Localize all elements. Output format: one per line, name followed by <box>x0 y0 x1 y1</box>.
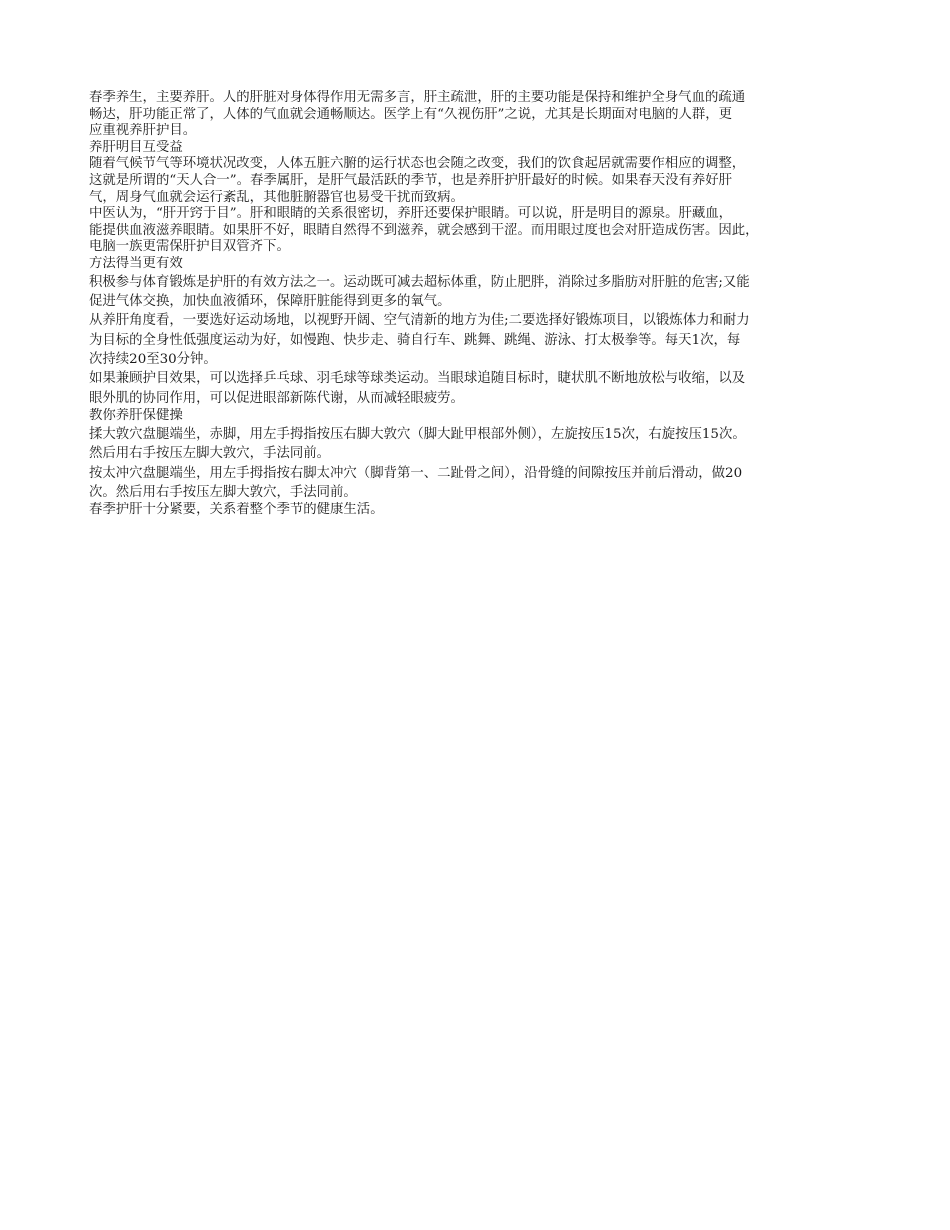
text-line: 春季养生，主要养肝。人的肝脏对身体得作用无需多言，肝主疏泄，肝的主要功能是保持和维护全身气血的疏通 <box>89 90 746 105</box>
text-line: 气，周身气血就会运行紊乱，其他脏腑器官也易受干扰而致病。 <box>89 189 464 205</box>
text-line: 畅达，肝功能正常了，人体的气血就会通畅顺达。医学上有“久视伤肝”之说，尤其是长期面对电脑的人群，更 <box>89 106 733 122</box>
text-line: 随着气候节气等环境状况改变，人体五脏六腑的运行状态也会随之改变，我们的饮食起居就需要作相应的调整， <box>89 156 746 172</box>
text-line: 为目标的全身性低强度运动为好，如慢跑、快步走、骑自行车、跳舞、跳绳、游泳、打太极拳等。每天1次，每 <box>89 332 741 348</box>
text-line: 次。然后用右手按压左脚大敦穴，手法同前。 <box>89 485 357 501</box>
text-line: 教你养肝保健操 <box>89 408 183 424</box>
text-line: 揉大敦穴盘腿端坐，赤脚，用左手拇指按压右脚大敦穴（脚大趾甲根部外侧），左旋按压15次，右旋按压15次。 <box>89 426 746 442</box>
text-line: 次持续20至30分钟。 <box>89 352 217 368</box>
text-line: 应重视养肝护目。 <box>89 123 197 139</box>
document-body <box>89 90 864 519</box>
text-line: 养肝明目互受益 <box>89 139 183 155</box>
text-line: 积极参与体育锻炼是护肝的有效方法之一。运动既可减去超标体重，防止肥胖，消除过多脂肪对肝脏的危害;又能 <box>89 274 750 290</box>
text-line: 然后用右手按压左脚大敦穴，手法同前。 <box>89 446 331 462</box>
text-line: 眼外肌的协同作用，可以促进眼部新陈代谢，从而减轻眼疲劳。 <box>89 390 464 406</box>
text-line: 电脑一族更需保肝护目双管齐下。 <box>89 239 290 255</box>
text-line: 春季护肝十分紧要，关系着整个季节的健康生活。 <box>89 502 384 518</box>
text-line: 按太冲穴盘腿端坐，用左手拇指按右脚太冲穴（脚背第一、二趾骨之间），沿骨缝的间隙按压并前后滑动，做20 <box>89 465 743 481</box>
text-line: 方法得当更有效 <box>89 255 183 271</box>
text-line: 中医认为，“肝开窍于目”。肝和眼睛的关系很密切，养肝还要保护眼睛。可以说，肝是明目的源泉。肝藏血， <box>89 206 733 222</box>
text-line: 这就是所谓的“天人合一”。春季属肝，是肝气最活跃的季节，也是养肝护肝最好的时候。如果春天没有养好肝 <box>89 172 733 188</box>
text-line: 能提供血液滋养眼睛。如果肝不好，眼睛自然得不到滋养，就会感到干涩。而用眼过度也会对肝造成伤害。因此， <box>89 222 759 238</box>
text-line: 从养肝角度看，一要选好运动场地，以视野开阔、空气清新的地方为佳;二要选择好锻炼项目，以锻炼体力和耐力 <box>89 313 750 329</box>
text-line: 如果兼顾护目效果，可以选择乒乓球、羽毛球等球类运动。当眼球追随目标时，睫状肌不断地放松与收缩，以及 <box>89 371 746 387</box>
text-line: 促进气体交换，加快血液循环，保障肝脏能得到更多的氧气。 <box>89 293 451 309</box>
